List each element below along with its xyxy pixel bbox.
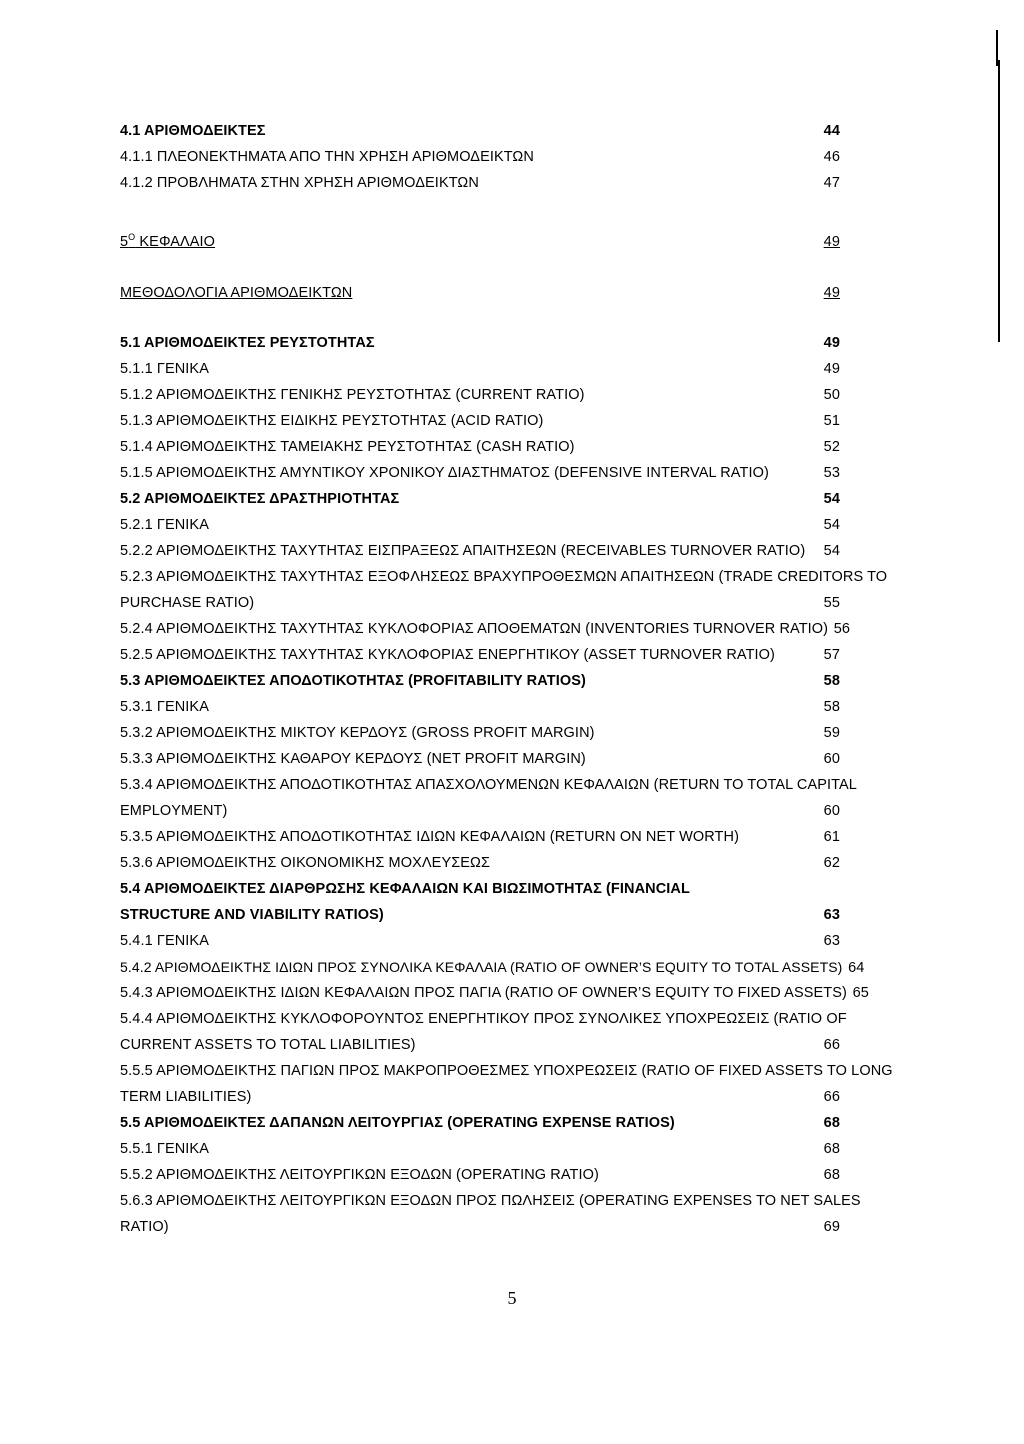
toc-entry-page: 44 [823,123,840,139]
toc-entry-title: 5.5 ΑΡΙΘΜΟΔΕΙΚΤΕΣ ΔΑΠΑΝΩΝ ΛΕΙΤΟΥΡΓΙΑΣ (OPERATING EXPENSE RATIOS) [120,1115,675,1131]
toc-entry[interactable] [120,954,865,980]
toc-entry[interactable] [120,382,840,408]
toc-entry-title: 5.2.5 ΑΡΙΘΜΟΔΕΙΚΤΗΣ ΤΑΧΥΤΗΤΑΣ ΚΥΚΛΟΦΟΡΙΑΣ ΕΝΕΡΓΗΤΙΚΟΥ (ASSET TURNOVER RATIO) [120,647,775,663]
toc-entry-page: 58 [823,673,840,689]
toc-entry[interactable] [120,1136,840,1162]
toc-entry-title: 4.1.2 ΠΡΟΒΛΗΜΑΤΑ ΣΤΗΝ ΧΡΗΣΗ ΑΡΙΘΜΟΔΕΙΚΤΩΝ [120,175,479,191]
toc-entry-title: 5.3.5 ΑΡΙΘΜΟΔΕΙΚΤΗΣ ΑΠΟΔΟΤΙΚΟΤΗΤΑΣ ΙΔΙΩΝ ΚΕΦΑΛΑΙΩΝ (RETURN ON NET WORTH) [120,829,740,845]
toc-entry-title: 5.2.1 ΓΕΝΙΚΑ [120,517,209,533]
toc-entry[interactable] [120,356,840,382]
table-of-contents [120,118,893,1240]
toc-entry-title: 4.1.1 ΠΛΕΟΝΕΚΤΗΜΑΤΑ ΑΠΟ ΤΗΝ ΧΡΗΣΗ ΑΡΙΘΜΟΔΕΙΚΤΩΝ [120,149,534,165]
toc-entry-title: 5.3.6 ΑΡΙΘΜΟΔΕΙΚΤΗΣ ΟΙΚΟΝΟΜΙΚΗΣ ΜΟΧΛΕΥΣΕΩΣ [120,855,491,871]
page-number: 5 [507,1288,517,1308]
toc-entry-title-continued: TERM LIABILITIES) [120,1089,252,1105]
toc-entry-page: 68 [823,1141,840,1157]
toc-entry-title-continued: STRUCTURE AND VIABILITY RATIOS) [120,907,384,923]
toc-entry-page: 49 [823,335,840,351]
toc-entry-page: 66 [823,1089,840,1105]
toc-entry-page: 60 [823,803,840,819]
toc-entry-title: 5.5.1 ΓΕΝΙΚΑ [120,1141,209,1157]
toc-entry[interactable] [120,1188,861,1240]
toc-entry-page: 53 [823,465,840,481]
toc-entry-page: 58 [823,699,840,715]
toc-entry[interactable] [120,720,840,746]
toc-entry-title: 5.4 ΑΡΙΘΜΟΔΕΙΚΤΕΣ ΔΙΑΡΘΡΩΣΗΣ ΚΕΦΑΛΑΙΩΝ ΚΑΙ ΒΙΩΣΙΜΟΤΗΤΑΣ (FINANCIAL [120,881,690,897]
toc-entry-page: 56 [833,621,851,637]
toc-entry[interactable] [120,434,840,460]
toc-entry-continuation [120,590,840,616]
toc-entry-page: 57 [823,647,840,663]
toc-entry-continuation [120,902,840,928]
toc-entry-page: 60 [823,751,840,767]
toc-entry[interactable] [120,824,840,850]
chapter-number: 5 [120,233,129,250]
toc-entry-page: 65 [852,985,869,1001]
toc-entry-title: 5.1.3 ΑΡΙΘΜΟΔΕΙΚΤΗΣ ΕΙΔΙΚΗΣ ΡΕΥΣΤΟΤΗΤΑΣ (ACID RATIO) [120,413,544,429]
toc-entry[interactable] [120,1058,893,1110]
toc-entry-title: 5.2.4 ΑΡΙΘΜΟΔΕΙΚΤΗΣ ΤΑΧΥΤΗΤΑΣ ΚΥΚΛΟΦΟΡΙΑΣ ΑΠΟΘΕΜΑΤΩΝ (INVENTORIES TURNOVER RATIO) [120,621,829,637]
toc-entry-page: 69 [823,1219,840,1235]
toc-chapter-entry[interactable] [120,224,840,250]
toc-entry-title: 5.1.4 ΑΡΙΘΜΟΔΕΙΚΤΗΣ ΤΑΜΕΙΑΚΗΣ ΡΕΥΣΤΟΤΗΤΑΣ (CASH RATIO) [120,439,575,455]
toc-entry-page: 62 [823,855,840,871]
toc-entry-title: 5.3.4 ΑΡΙΘΜΟΔΕΙΚΤΗΣ ΑΠΟΔΟΤΙΚΟΤΗΤΑΣ ΑΠΑΣΧΟΛΟΥΜΕΝΩΝ ΚΕΦΑΛΑΙΩΝ (RETURN TO TOTAL CAPITAL [120,777,857,793]
toc-entry-title: 5.2.2 ΑΡΙΘΜΟΔΕΙΚΤΗΣ ΤΑΧΥΤΗΤΑΣ ΕΙΣΠΡΑΞΕΩΣ ΑΠΑΙΤΗΣΕΩΝ (RECEIVABLES TURNOVER RATIO) [120,543,806,559]
toc-entry-title: 5.6.3 ΑΡΙΘΜΟΔΕΙΚΤΗΣ ΛΕΙΤΟΥΡΓΙΚΩΝ ΕΞΟΔΩΝ ΠΡΟΣ ΠΩΛΗΣΕΙΣ (OPERATING EXPENSES TO NET SALES [120,1193,861,1209]
toc-entry-title: 5.3 ΑΡΙΘΜΟΔΕΙΚΤΕΣ ΑΠΟΔΟΤΙΚΟΤΗΤΑΣ (PROFITABILITY RATIOS) [120,673,586,689]
toc-entry-title: 5.1.5 ΑΡΙΘΜΟΔΕΙΚΤΗΣ ΑΜΥΝΤΙΚΟΥ ΧΡΟΝΙΚΟΥ ΔΙΑΣΤΗΜΑΤΟΣ (DEFENSIVE INTERVAL RATIO) [120,465,769,481]
toc-entry-continuation [120,1214,840,1240]
toc-entry-page: 63 [823,933,840,949]
toc-entry-title: 5.1.1 ΓΕΝΙΚΑ [120,361,209,377]
toc-entry-page: 54 [823,491,840,507]
toc-entry[interactable] [120,486,840,512]
toc-entry[interactable] [120,460,840,486]
toc-entry-title: 4.1 ΑΡΙΘΜΟΔΕΙΚΤΕΣ [120,123,266,139]
toc-entry-page: 54 [823,543,840,559]
toc-entry-page: 64 [848,960,865,976]
toc-entry[interactable] [120,876,840,928]
toc-entry[interactable] [120,512,840,538]
toc-entry[interactable] [120,1006,847,1058]
chapter-word: ΚΕΦΑΛΑΙΟ [135,233,216,250]
toc-entry-page: 54 [823,517,840,533]
toc-entry-page: 46 [823,149,840,165]
chapter-ordinal: Ο [128,232,136,242]
toc-entry-continuation [120,1032,840,1058]
toc-entry-title: 5.5.5 ΑΡΙΘΜΟΔΕΙΚΤΗΣ ΠΑΓΙΩΝ ΠΡΟΣ ΜΑΚΡΟΠΡΟΘΕΣΜΕΣ ΥΠΟΧΡΕΩΣΕΙΣ (RATIO OF FIXED ASSETS TO LONG [120,1063,893,1079]
toc-entry-title [120,224,215,255]
toc-entry-title: 5.1.2 ΑΡΙΘΜΟΔΕΙΚΤΗΣ ΓΕΝΙΚΗΣ ΡΕΥΣΤΟΤΗΤΑΣ (CURRENT RATIO) [120,387,585,403]
toc-entry-page: 49 [823,285,840,301]
toc-entry-page: 63 [823,907,840,923]
toc-chapter-entry[interactable] [120,280,840,306]
toc-entry-page: 55 [823,595,840,611]
toc-entry[interactable] [120,616,851,642]
toc-entry-page: 66 [823,1037,840,1053]
toc-entry-title: 5.4.2 ΑΡΙΘΜΟΔΕΙΚΤΗΣ ΙΔΙΩΝ ΠΡΟΣ ΣΥΝΟΛΙΚΑ ΚΕΦΑΛΑΙΑ (RATIO OF OWNER’S EQUITY TO TOTAL ASSETS) [120,959,843,975]
toc-entry-title: 5.3.2 ΑΡΙΘΜΟΔΕΙΚΤΗΣ ΜΙΚΤΟΥ ΚΕΡΔΟΥΣ (GROSS PROFIT MARGIN) [120,725,595,741]
toc-entry[interactable] [120,144,840,170]
toc-entry[interactable] [120,642,840,668]
toc-entry-title-continued: CURRENT ASSETS TO TOTAL LIABILITIES) [120,1037,416,1053]
toc-entry[interactable] [120,538,840,564]
toc-entry-page: 50 [823,387,840,403]
toc-entry[interactable] [120,980,869,1006]
toc-entry-page: 61 [823,829,840,845]
toc-entry[interactable] [120,1162,840,1188]
toc-entry-continuation [120,798,840,824]
toc-entry[interactable] [120,564,888,616]
toc-entry-title: ΜΕΘΟΔΟΛΟΓΙΑ ΑΡΙΘΜΟΔΕΙΚΤΩΝ [120,285,353,301]
toc-entry-page: 68 [823,1167,840,1183]
toc-entry[interactable] [120,746,840,772]
toc-entry[interactable] [120,1110,840,1136]
toc-entry-page: 49 [823,361,840,377]
toc-entry-title: 5.1 ΑΡΙΘΜΟΔΕΙΚΤΕΣ ΡΕΥΣΤΟΤΗΤΑΣ [120,335,375,351]
toc-entry[interactable] [120,694,840,720]
toc-entry-title: 5.2.3 ΑΡΙΘΜΟΔΕΙΚΤΗΣ ΤΑΧΥΤΗΤΑΣ ΕΞΟΦΛΗΣΕΩΣ ΒΡΑΧΥΠΡΟΘΕΣΜΩΝ ΑΠΑΙΤΗΣΕΩΝ (TRADE CREDITORS TO [120,569,888,585]
toc-entry-continuation [120,1084,840,1110]
toc-entry[interactable] [120,170,840,196]
toc-entry-title: 5.4.1 ΓΕΝΙΚΑ [120,933,209,949]
toc-entry-title: 5.4.4 ΑΡΙΘΜΟΔΕΙΚΤΗΣ ΚΥΚΛΟΦΟΡΟΥΝΤΟΣ ΕΝΕΡΓΗΤΙΚΟΥ ΠΡΟΣ ΣΥΝΟΛΙΚΕΣ ΥΠΟΧΡΕΩΣΕΙΣ (RATIO OF [120,1011,847,1027]
toc-entry[interactable] [120,408,840,434]
toc-entry-title: 5.5.2 ΑΡΙΘΜΟΔΕΙΚΤΗΣ ΛΕΙΤΟΥΡΓΙΚΩΝ ΕΞΟΔΩΝ (OPERATING RATIO) [120,1167,599,1183]
toc-entry[interactable] [120,668,840,694]
toc-entry-title: 5.2 ΑΡΙΘΜΟΔΕΙΚΤΕΣ ΔΡΑΣΤΗΡΙΟΤΗΤΑΣ [120,491,400,507]
toc-entry-page: 68 [823,1115,840,1131]
toc-entry-title-continued: EMPLOYMENT) [120,803,228,819]
toc-entry[interactable] [120,850,840,876]
toc-entry-title-continued: PURCHASE RATIO) [120,595,255,611]
toc-entry[interactable] [120,928,840,954]
toc-entry[interactable] [120,772,857,824]
scan-margin-mark [998,60,1000,342]
toc-entry-title-continued: RATIO) [120,1219,169,1235]
toc-entry-page: 52 [823,439,840,455]
toc-entry[interactable] [120,330,840,356]
toc-entry-page: 51 [823,413,840,429]
toc-entry-title: 5.3.1 ΓΕΝΙΚΑ [120,699,209,715]
toc-entry-page: 49 [823,233,840,250]
toc-entry[interactable] [120,118,840,144]
toc-entry-page: 59 [823,725,840,741]
toc-entry-title: 5.3.3 ΑΡΙΘΜΟΔΕΙΚΤΗΣ ΚΑΘΑΡΟΥ ΚΕΡΔΟΥΣ (NET PROFIT MARGIN) [120,751,586,767]
toc-entry-page: 47 [823,175,840,191]
toc-entry-title: 5.4.3 ΑΡΙΘΜΟΔΕΙΚΤΗΣ ΙΔΙΩΝ ΚΕΦΑΛΑΙΩΝ ΠΡΟΣ ΠΑΓΙΑ (RATIO OF OWNER’S EQUITY TO FIXED ASSETS) [120,985,847,1001]
